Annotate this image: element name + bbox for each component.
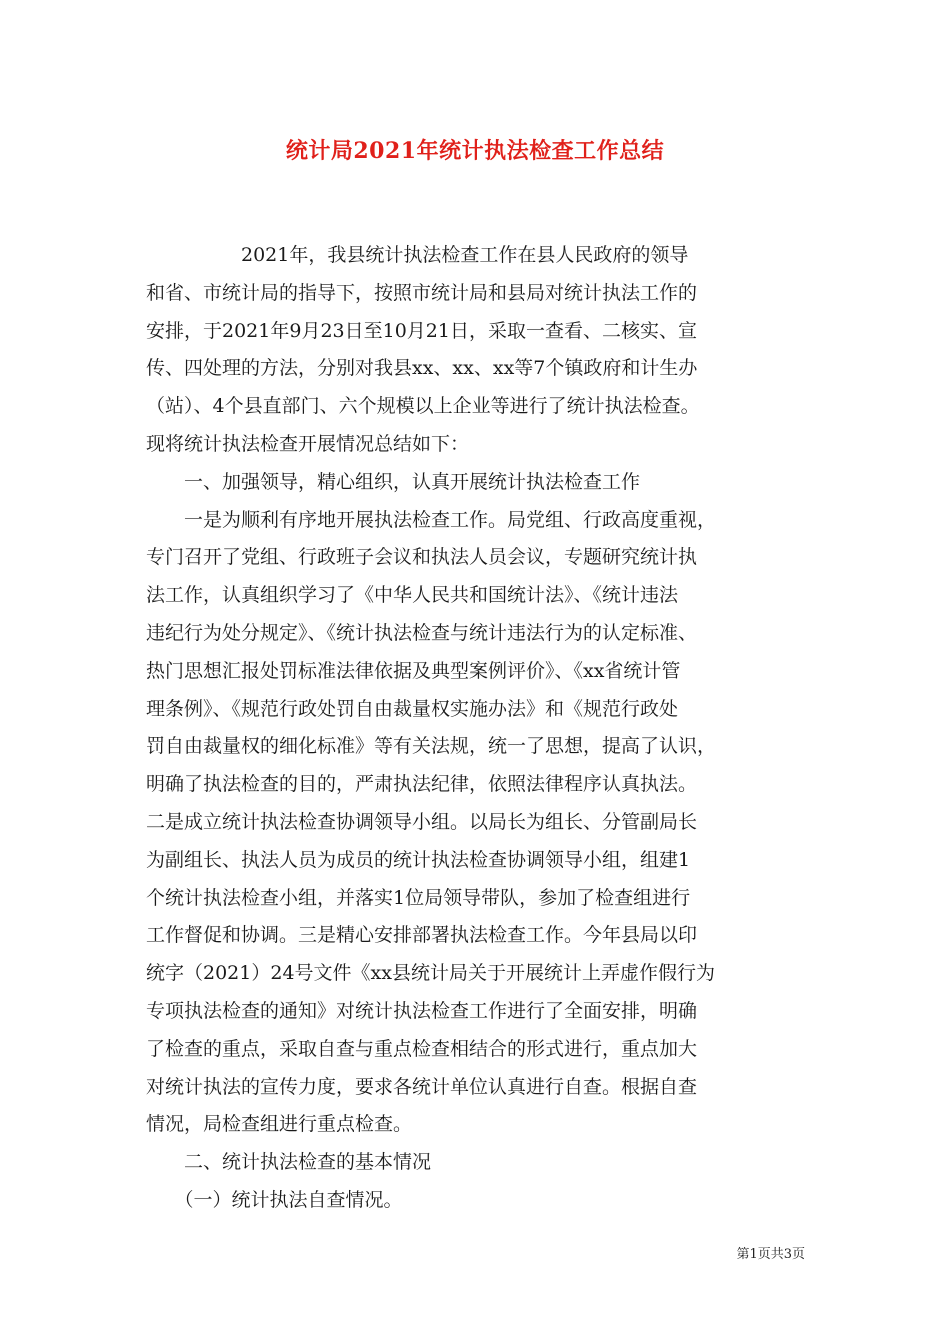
text-line: 专项执法检查的通知》对统计执法检查工作进行了全面安排，明确: [146, 999, 698, 1022]
section-heading: 一、加强领导，精心组织，认真开展统计执法检查工作: [146, 470, 641, 493]
text-line: （站）、4个县直部门、六个规模以上企业等进行了统计执法检查。: [146, 395, 700, 418]
subsection-heading: （一）统计执法自查情况。: [146, 1188, 403, 1211]
text-line: 二是成立统计执法检查协调领导小组。以局长为组长、分管副局长: [146, 810, 698, 833]
text-line: 传、四处理的方法，分别对我县xx、xx、xx等7个镇政府和计生办: [146, 357, 698, 380]
text-line: 为副组长、执法人员为成员的统计执法检查协调领导小组，组建1: [146, 848, 691, 871]
text-line: 现将统计执法检查开展情况总结如下：: [146, 432, 470, 455]
text-line: 明确了执法检查的目的，严肃执法纪律，依照法律程序认真执法。: [146, 773, 698, 796]
text-line: 对统计执法的宣传力度，要求各统计单位认真进行自查。根据自查: [146, 1075, 698, 1098]
document-body: [146, 237, 810, 1220]
text-line: 违纪行为处分规定》、《统计执法检查与统计违法行为的认定标准、: [146, 621, 698, 644]
text-line: 专门召开了党组、行政班子会议和执法人员会议，专题研究统计执: [146, 546, 698, 569]
text-line: 2021年，我县统计执法检查工作在县人民政府的领导: [146, 244, 689, 266]
text-line: 个统计执法检查小组，并落实1位局领导带队，参加了检查组进行: [146, 886, 691, 909]
text-line: 安排，于2021年9月23日至10月21日，采取一查看、二核实、宣: [146, 319, 697, 342]
text-line: 法工作，认真组织学习了《中华人民共和国统计法》、《统计违法: [146, 584, 679, 607]
text-line: 工作督促和协调。三是精心安排部署执法检查工作。今年县局以印: [146, 924, 698, 947]
text-line: 罚自由裁量权的细化标准》等有关法规，统一了思想，提高了认识，: [146, 735, 717, 758]
text-line: 理条例》、《规范行政处罚自由裁量权实施办法》和《规范行政处: [146, 697, 679, 720]
text-line: 统字（2021）24号文件《xx县统计局关于开展统计上弄虚作假行为: [146, 962, 715, 985]
text-line: 和省、市统计局的指导下，按照市统计局和县局对统计执法工作的: [146, 281, 698, 304]
text-line: 一是为顺利有序地开展执法检查工作。局党组、行政高度重视，: [146, 508, 717, 531]
text-line: 情况，局检查组进行重点检查。: [146, 1113, 413, 1136]
document-title: 统计局2021年统计执法检查工作总结: [285, 138, 665, 164]
text-line: 了检查的重点，采取自查与重点检查相结合的形式进行，重点加大: [146, 1037, 698, 1060]
section-heading: 二、统计执法检查的基本情况: [146, 1151, 432, 1174]
text-line: 热门思想汇报处罚标准法律依据及典型案例评价》、《xx省统计管: [146, 659, 681, 682]
page-number-footer: 第1页共3页: [736, 1247, 805, 1262]
